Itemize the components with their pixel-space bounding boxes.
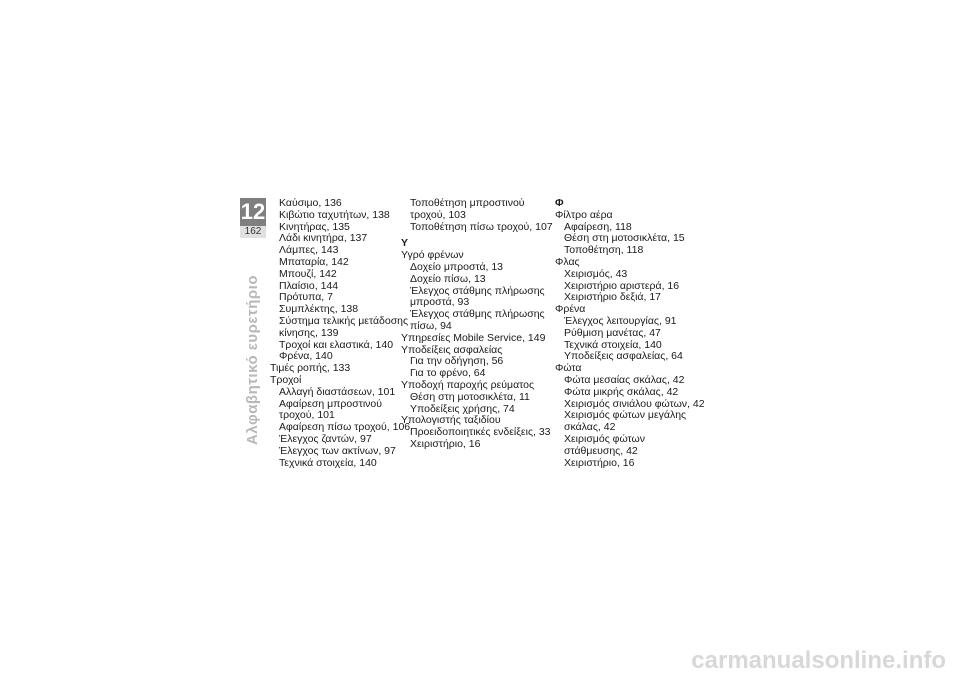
index-entry: Φρένα	[555, 303, 586, 316]
index-subentry: Σύστημα τελικής μετάδοσης	[279, 314, 409, 327]
index-side-title: Αλφαβητικό ευρετήριο	[244, 274, 261, 446]
index-subentry: πίσω, 94	[410, 319, 452, 332]
index-subentry: Έλεγχος στάθμης πλήρωσης	[410, 284, 545, 297]
index-subentry: Για την οδήγηση, 56	[410, 355, 504, 368]
index-column-1	[270, 197, 411, 469]
index-subentry: τροχού, 101	[279, 409, 335, 422]
index-subentry: Τεχνικά στοιχεία, 140	[279, 456, 377, 469]
index-subentry: Χειριστήριο, 16	[410, 437, 481, 450]
index-subentry: Αφαίρεση, 118	[564, 220, 632, 233]
index-subentry: Δοχείο πίσω, 13	[410, 272, 486, 285]
index-subentry: Θέση στη μοτοσικλέτα, 15	[564, 232, 685, 245]
index-entry: Φλας	[555, 255, 580, 268]
index-subentry: κίνησης, 139	[279, 326, 339, 339]
index-subentry: Χειριστήριο αριστερά, 16	[564, 279, 680, 292]
index-subentry: Αφαίρεση μπροστινού	[279, 397, 383, 410]
index-subentry: Πλαίσιο, 144	[279, 279, 339, 292]
index-letter-heading: Υ	[401, 237, 409, 250]
index-subentry: Χειρισμός φώτων	[564, 432, 645, 445]
index-subentry: Μπαταρία, 142	[279, 255, 349, 268]
index-subentry: Για το φρένο, 64	[410, 367, 486, 380]
index-entry: Φίλτρο αέρα	[555, 208, 613, 221]
index-subentry: Τεχνικά στοιχεία, 140	[564, 338, 662, 351]
index-subentry: Χειριστήριο δεξιά, 17	[564, 291, 661, 304]
index-subentry: Φώτα μεσαίας σκάλας, 42	[564, 373, 685, 386]
index-subentry: Λάδι κινητήρα, 137	[279, 232, 368, 245]
index-entry: Φώτα	[555, 362, 582, 375]
page-number: 162	[240, 226, 266, 238]
index-subentry: Έλεγχος στάθμης πλήρωσης	[410, 308, 545, 321]
index-column-3	[555, 197, 705, 469]
index-subentry: Έλεγχος ζαντών, 97	[279, 432, 372, 445]
index-subentry: μπροστά, 93	[410, 296, 470, 309]
index-subentry: Θέση στη μοτοσικλέτα, 11	[410, 390, 530, 403]
index-subentry: Κινητήρας, 135	[279, 220, 350, 233]
index-subentry: Υποδείξεις χρήσης, 74	[410, 402, 515, 415]
index-subentry: Χειρισμός σινιάλου φώτων, 42	[564, 397, 705, 410]
chapter-number: 12	[240, 199, 266, 224]
index-subentry: Τροχοί και ελαστικά, 140	[279, 338, 394, 351]
index-subentry: τροχού, 103	[410, 208, 466, 221]
index-subentry: Χειρισμός φώτων μεγάλης	[564, 409, 687, 422]
index-entry: Υποδοχή παροχής ρεύματος	[401, 378, 535, 391]
index-entry: Υπηρεσίες Mobile Service, 149	[401, 331, 546, 344]
index-subentry: Υποδείξεις ασφαλείας, 64	[564, 350, 683, 363]
index-subentry: Τοποθέτηση πίσω τροχού, 107	[410, 220, 553, 233]
index-subentry: Πρότυπα, 7	[279, 291, 333, 304]
index-subentry: Αφαίρεση πίσω τροχού, 106	[279, 421, 411, 434]
index-subentry: Φρένα, 140	[279, 350, 333, 363]
index-subentry: Χειριστήριο, 16	[564, 456, 635, 469]
index-subentry: Καύσιμο, 136	[279, 197, 342, 209]
index-subentry: στάθμευσης, 42	[564, 444, 638, 457]
index-subentry: Έλεγχος των ακτίνων, 97	[279, 444, 396, 457]
index-entry: Υγρό φρένων	[401, 249, 464, 262]
index-subentry: Προειδοποιητικές ενδείξεις, 33	[410, 426, 551, 439]
index-subentry: Μπουζί, 142	[279, 267, 337, 280]
index-subentry: Λάμπες, 143	[279, 244, 339, 257]
index-subentry: Φώτα μικρής σκάλας, 42	[564, 385, 679, 398]
index-subentry: Κιβώτιο ταχυτήτων, 138	[279, 208, 390, 221]
index-subentry: Αλλαγή διαστάσεων, 101	[279, 385, 396, 398]
index-subentry: Δοχείο μπροστά, 13	[410, 260, 504, 273]
index-subentry: σκάλας, 42	[564, 421, 616, 434]
index-entry: Υποδείξεις ασφαλείας	[401, 343, 503, 356]
index-letter-heading: Φ	[555, 197, 564, 209]
index-entry: Τιμές ροπής, 133	[270, 362, 351, 375]
watermark: carmanualsonline.info	[691, 647, 946, 674]
index-entry: Υπολογιστής ταξιδίου	[401, 414, 501, 427]
index-entry: Τροχοί	[270, 373, 302, 386]
index-subentry: Ρύθμιση μανέτας, 47	[564, 326, 661, 339]
index-column-2	[401, 198, 551, 451]
index-subentry: Τοποθέτηση μπροστινού	[410, 197, 525, 209]
index-subentry: Έλεγχος λειτουργίας, 91	[564, 314, 677, 327]
index-subentry: Χειρισμός, 43	[564, 267, 628, 280]
index-subentry: Τοποθέτηση, 118	[564, 244, 644, 257]
index-subentry: Συμπλέκτης, 138	[279, 303, 359, 316]
